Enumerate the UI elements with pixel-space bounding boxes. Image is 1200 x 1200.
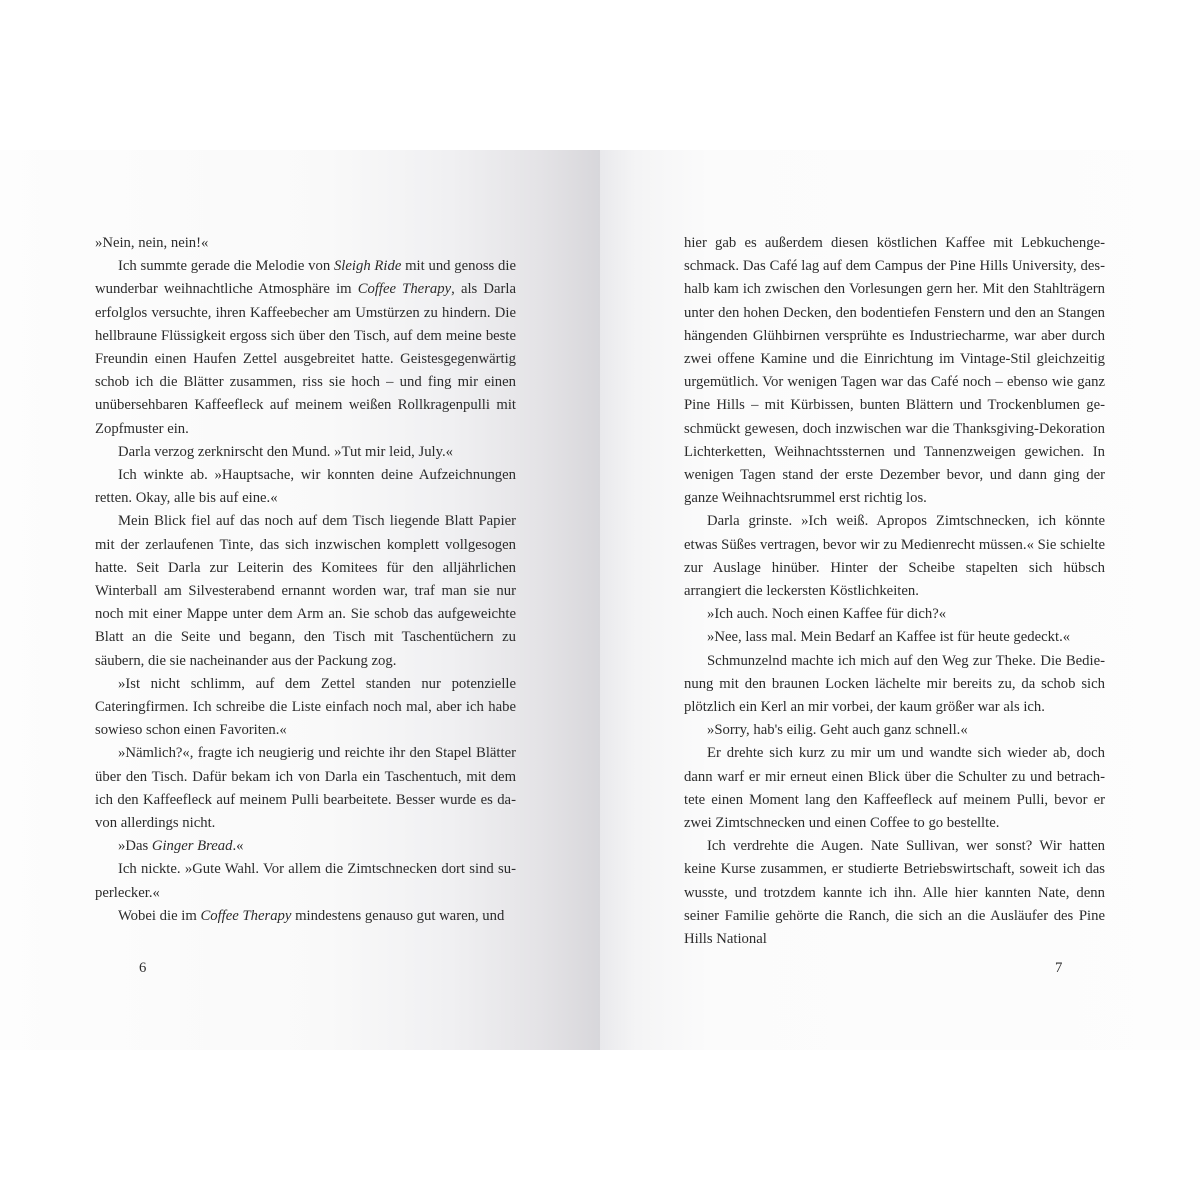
left-page-text <box>95 232 516 928</box>
paragraph-text: hier gab es außerdem diesen köstlichen Kaffee mit Lebkuchengeschmack. Das Café lag auf dem Campus der Pine Hills University, deshalb kam ich zwischen den Vorlesungen gern her. Mit den Stahlträgern unter den hohen Decken, den bodentiefen Fenstern und den an Stangen hängenden Glühbirnen versprühte es Industriecharme, war aber durch zwei offene Kamine und die Einrichtung im Vintage-Stil gleichzeitig urgemütlich. Vor wenigen Tagen war das Café noch – ebenso wie ganz Pine Hills – mit Kürbissen, bunten Blättern und Trockenblumen geschmückt gewesen, doch inzwischen war die Thanksgiving-Dekoration Lichterketten, Weihnachtssternen und Tannenzweigen gewichen. In wenigen Tagen stand der erste Dezember bevor, und dann ging der ganze Weihnachtsrummel erst richtig los. <box>684 235 1105 507</box>
italic-title-text: Coffee Therapy <box>357 281 452 298</box>
paragraph-text: »Nein, nein, nein!« <box>95 235 209 251</box>
paragraph-text: »Ist nicht schlimm, auf dem Zettel standen nur potenzielle Cateringfirmen. Ich schreibe die Liste einfach noch mal, aber ich habe sowieso schon einen Favoriten.« <box>95 675 516 739</box>
paragraph <box>95 673 516 743</box>
paragraph-text: »Sorry, hab's eilig. Geht auch ganz schnell.« <box>707 722 968 739</box>
paragraph <box>684 232 1105 510</box>
left-page <box>0 150 600 1050</box>
paragraph-text: , als Darla erfolglos versuchte, ihren Kaffeebecher am Umstürzen zu hindern. Die hellbraune Flüssigkeit ergoss sich über den Tisch, auf dem meine beste Freundin einen Haufen Zettel ausgebreitet hatte. Geistesgegenwärtig schob ich die Blätter zusammen, riss sie hoch – und fing mir einen unübersehbaren Kaffeefleck auf meinem weißen Rollkragenpulli mit Zopfmuster ein. <box>95 281 517 437</box>
paragraph-text: Ich summte gerade die Melodie von <box>118 258 334 275</box>
paragraph-text: Er drehte sich kurz zu mir um und wandte sich wieder ab, doch dann warf er mir erneut einen Blick über die Schulter zu und betrachtete einen Moment lang den Kaffeefleck auf meinem Pulli, bevor er zwei Zimtschnecken und einen Coffee to go bestellte. <box>684 745 1105 832</box>
paragraph-text: Darla grinste. »Ich weiß. Apropos Zimtschnecken, ich könnte etwas Süßes vertragen, bevor wir zu Medienrecht müssen.« Sie schielte zur Auslage hinüber. Hinter der Scheibe stapelten sich hübsch arrangiert die leckersten Köstlichkeiten. <box>684 513 1105 600</box>
paragraph-text: Ich verdrehte die Augen. Nate Sullivan, wer sonst? Wir hatten keine Kurse zusammen, er studierte Betriebswirtschaft, soweit ich das wusste, und trotzdem kannte ich ihn. Alle hier kannten Nate, denn seiner Familie gehörte die Ranch, die sich an die Ausläufer des Pine Hills National <box>684 838 1105 948</box>
italic-title-text: Ginger Bread <box>151 838 233 855</box>
paragraph <box>684 603 1105 626</box>
paragraph <box>684 650 1105 720</box>
paragraph <box>684 835 1105 951</box>
paragraph-text: mindestens genauso gut waren, und <box>291 907 505 924</box>
right-page <box>600 150 1200 1050</box>
paragraph <box>95 255 516 441</box>
paragraph <box>95 835 516 858</box>
paragraph-text: Wobei die im <box>118 907 201 924</box>
paragraph <box>95 858 516 904</box>
paragraph-text: Darla verzog zerknirscht den Mund. »Tut mir leid, July.« <box>118 443 454 460</box>
paragraph-text: Schmunzelnd machte ich mich auf den Weg zur Theke. Die Bedienung mit den braunen Locken lächelte mir bereits zu, da schob sich plötzlich ein Kerl an mir vorbei, der kaum größer war als ich. <box>684 652 1105 716</box>
paragraph <box>684 510 1105 603</box>
italic-title-text: Sleigh Ride <box>333 258 402 275</box>
paragraph-text: »Nee, lass mal. Mein Bedarf an Kaffee ist für heute gedeckt.« <box>707 629 1071 646</box>
paragraph <box>95 232 516 255</box>
italic-title-text: Coffee Therapy <box>200 907 292 924</box>
paragraph <box>95 464 516 510</box>
paragraph <box>95 441 516 464</box>
paragraph-text: Ich winkte ab. »Hauptsache, wir konnten deine Aufzeichnungen retten. Okay, alle bis auf eine.« <box>95 467 516 507</box>
paragraph <box>684 719 1105 742</box>
paragraph-text: Mein Blick fiel auf das noch auf dem Tisch liegende Blatt Papier mit der zerlaufenen Tinte, das sich inzwischen komplett vollgesogen hatte. Seit Darla zur Leiterin des Komitees für den alljährlichen Winterball am Silvesterabend ernannt worden war, traf man sie nur noch mit einer Mappe unter dem Arm an. Sie schob das aufgeweichte Blatt an die Seite und begann, den Tisch mit Taschentüchern zu säubern, die sie nacheinander aus der Packung zog. <box>95 513 516 669</box>
right-page-text <box>684 232 1105 951</box>
paragraph-text: »Ich auch. Noch einen Kaffee für dich?« <box>707 606 947 623</box>
paragraph <box>95 742 516 835</box>
right-page-number: 7 <box>1055 960 1063 976</box>
left-page-number: 6 <box>139 960 147 976</box>
book-spread <box>0 150 1200 1050</box>
paragraph-text: »Das <box>118 838 152 855</box>
paragraph <box>95 510 516 672</box>
paragraph-text: »Nämlich?«, fragte ich neugierig und reichte ihr den Stapel Blätter über den Tisch. Dafür bekam ich von Darla ein Taschentuch, mit dem ich den Kaffeefleck auf meinem Pulli bearbeitete. Besser wurde es davon allerdings nicht. <box>95 745 516 832</box>
paragraph <box>95 905 516 928</box>
paragraph <box>684 742 1105 835</box>
paragraph-text: .« <box>232 838 244 855</box>
paragraph <box>684 626 1105 649</box>
paragraph-text: Ich nickte. »Gute Wahl. Vor allem die Zimtschnecken dort sind superlecker.« <box>95 861 516 901</box>
paragraph-text: mit und genoss die wunderbar weihnachtliche Atmosphäre im <box>95 258 516 298</box>
